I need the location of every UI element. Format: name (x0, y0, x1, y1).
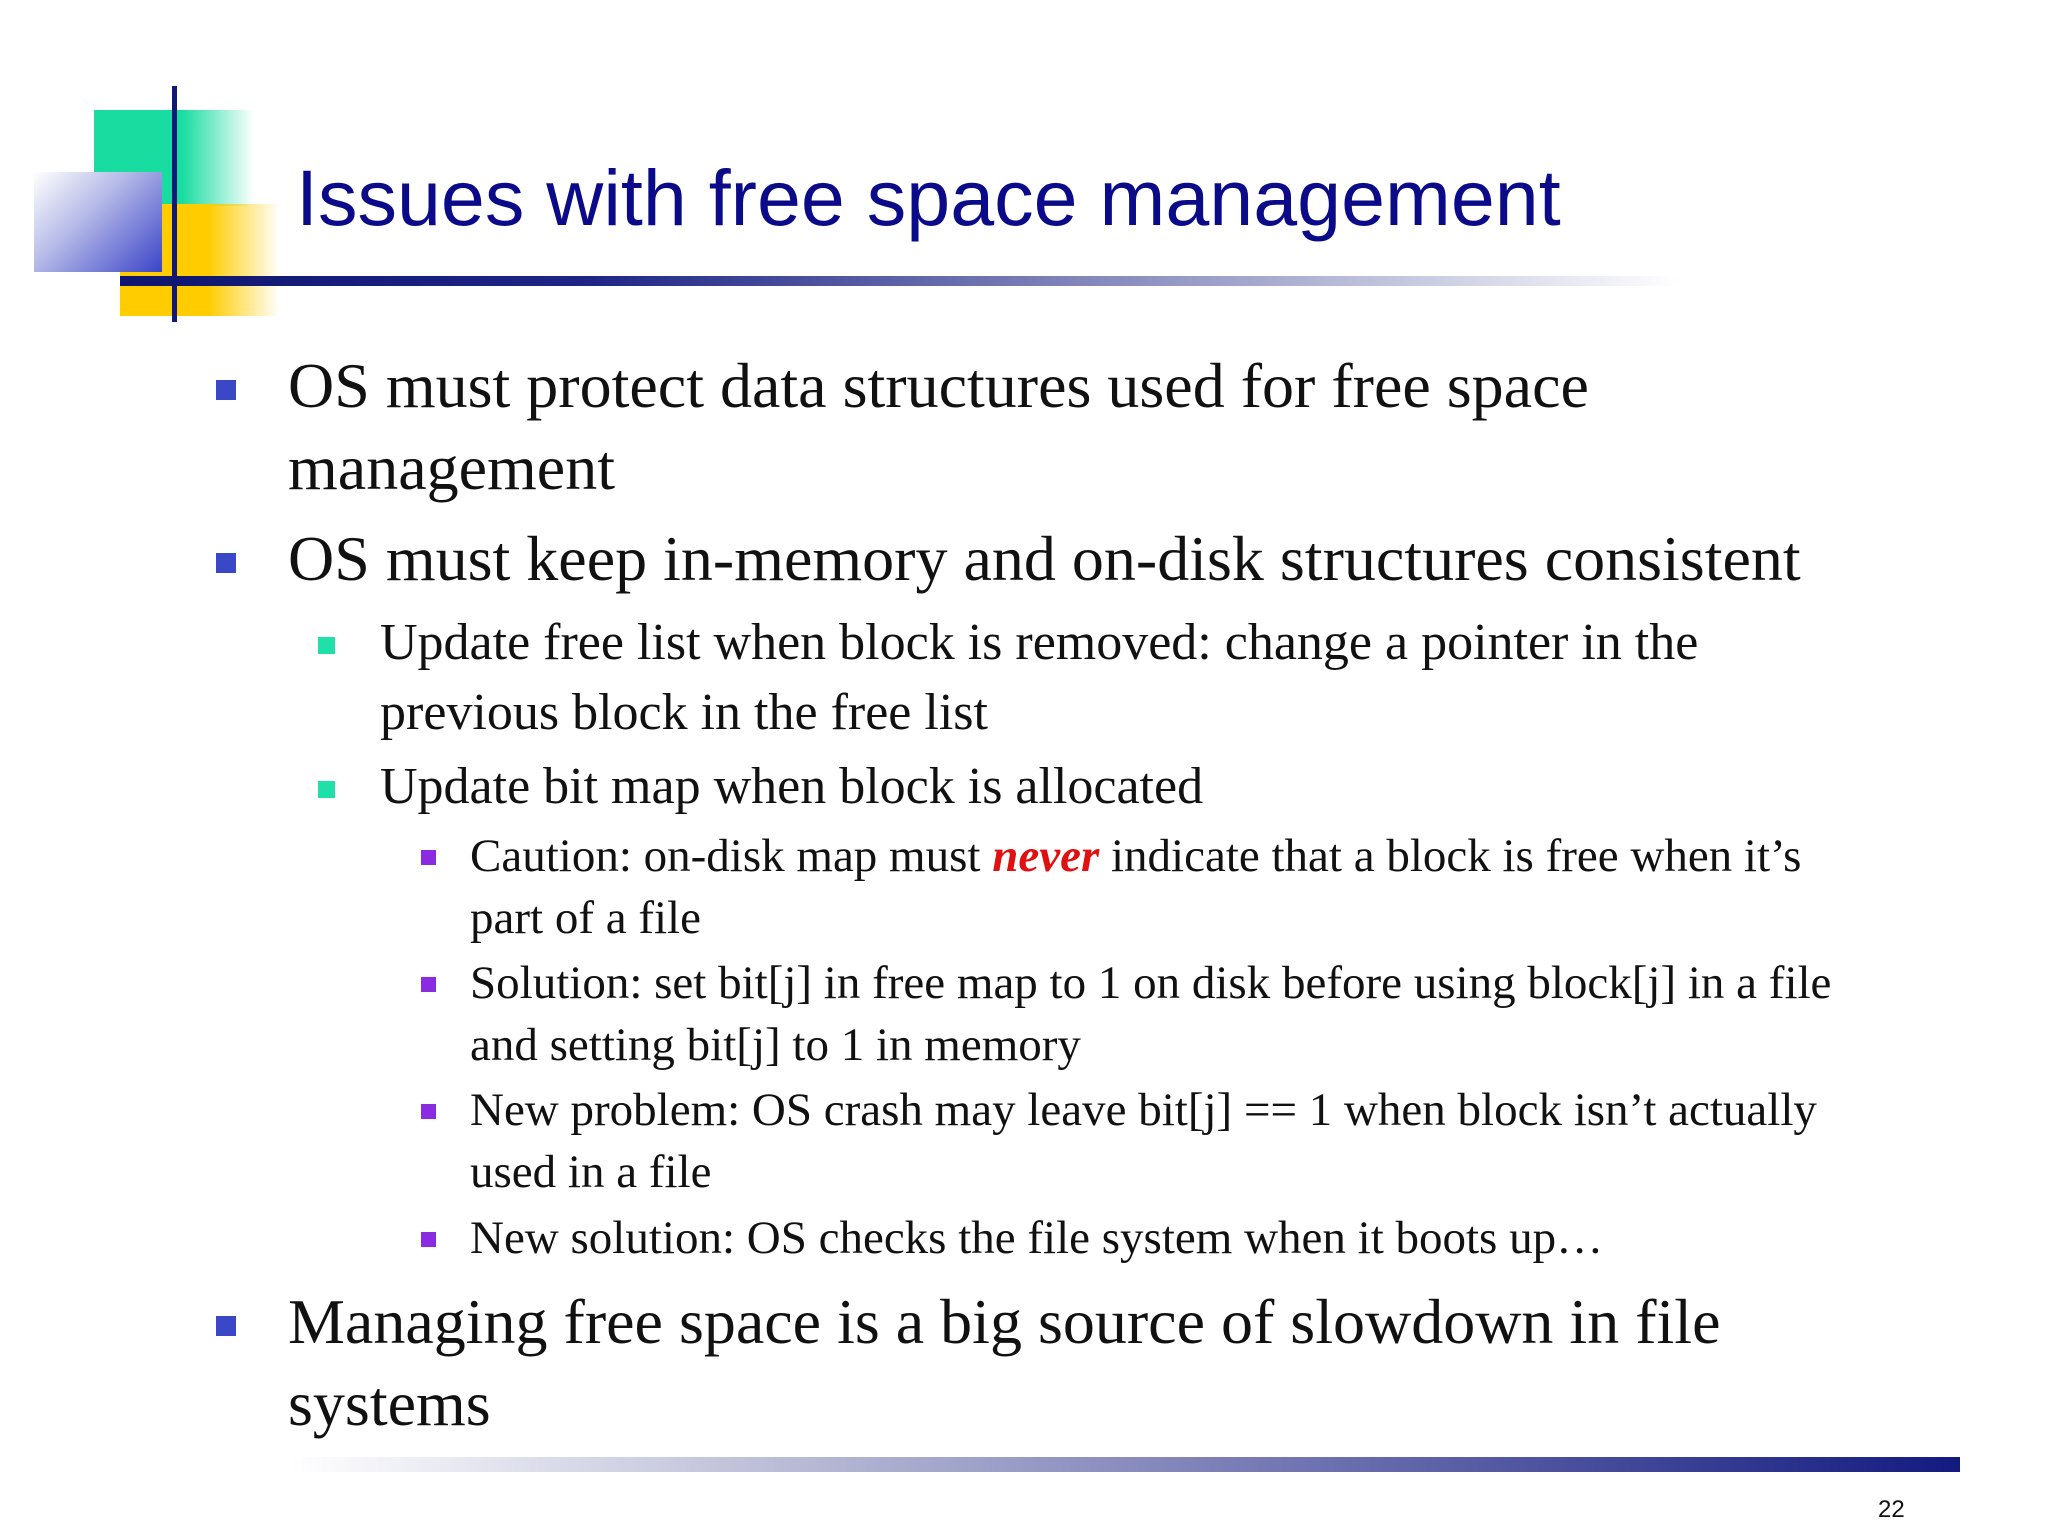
bullet-text-line: used in a file (470, 1146, 712, 1198)
footer-rule (290, 1457, 1960, 1472)
logo-blue-block (34, 172, 162, 272)
bullet-text-line: New problem: OS crash may leave bit[j] == 1 when block isn’t actually (470, 1084, 1817, 1136)
bullet-text-line: New solution: OS checks the file system when it boots up… (470, 1212, 1604, 1264)
square-bullet-icon (216, 553, 236, 573)
bullet-text-line: management (288, 432, 615, 503)
caution-text: Caution: on-disk map must (470, 830, 993, 882)
square-bullet-icon (318, 781, 335, 798)
bullet-text-line: and setting bit[j] to 1 in memory (470, 1019, 1081, 1071)
bullet-text-line: OS must keep in-memory and on-disk structures consistent (288, 523, 1801, 594)
bullet-text-line (470, 825, 1801, 887)
bullet-text-line: Update free list when block is removed: change a pointer in the (380, 614, 1699, 671)
bullet-text-line: previous block in the free list (380, 684, 988, 741)
square-bullet-icon (421, 977, 436, 992)
emphasis-never: never (992, 830, 1100, 882)
square-bullet-icon (318, 637, 335, 654)
square-bullet-icon (421, 1104, 436, 1119)
page-number: 22 (1878, 1496, 1905, 1523)
square-bullet-icon (216, 380, 236, 400)
caution-text-rest: indicate that a block is free when it’s (1099, 830, 1802, 882)
bullet-text-line: Update bit map when block is allocated (380, 758, 1204, 815)
bullet-text-line: Solution: set bit[j] in free map to 1 on disk before using block[j] in a file (470, 957, 1832, 1009)
title-underline (120, 276, 1680, 286)
bullet-text-line: OS must protect data structures used for free space (288, 350, 1589, 421)
slide-title: Issues with free space management (296, 153, 1561, 242)
square-bullet-icon (421, 1232, 436, 1247)
bullet-text-line: Managing free space is a big source of slowdown in file (288, 1286, 1721, 1357)
bullet-text-line: systems (288, 1368, 491, 1439)
logo-vertical-line (172, 86, 177, 322)
square-bullet-icon (421, 850, 436, 865)
square-bullet-icon (216, 1316, 236, 1336)
bullet-text-line: part of a file (470, 892, 701, 944)
